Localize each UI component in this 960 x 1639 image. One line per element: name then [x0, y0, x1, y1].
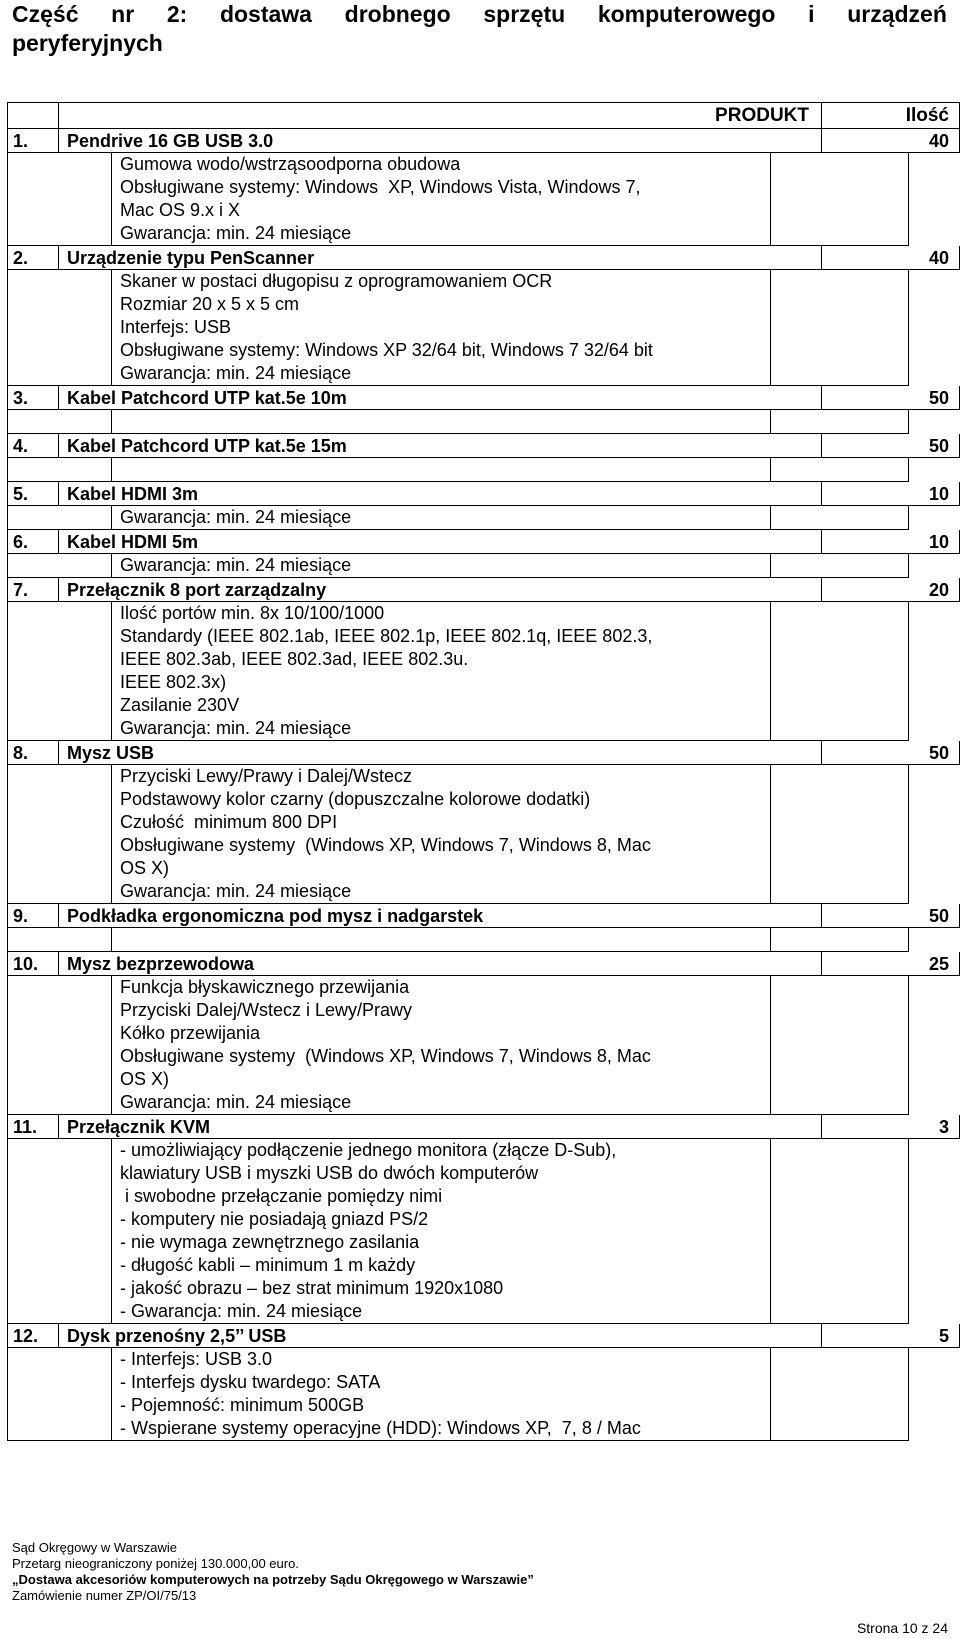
- details-spacer-cell: [8, 554, 112, 578]
- title-word: i: [808, 1, 815, 27]
- product-number: 10.: [8, 952, 59, 976]
- product-details: [112, 765, 771, 904]
- product-qty: 3: [822, 1115, 960, 1139]
- details-qty-cell: [771, 765, 909, 904]
- detail-line: Czułość minimum 800 DPI: [120, 812, 338, 832]
- header-num-cell: [8, 103, 59, 129]
- product-qty: 25: [822, 952, 960, 976]
- details-spacer-cell: [8, 506, 112, 530]
- details-spacer-cell: [8, 153, 112, 246]
- details-spacer-cell: [8, 458, 112, 482]
- product-details-row: [8, 153, 960, 246]
- detail-line: Przyciski Lewy/Prawy i Dalej/Wstecz: [120, 766, 413, 786]
- details-spacer-cell: [8, 765, 112, 904]
- product-name: Przełącznik 8 port zarządzalny: [59, 578, 822, 602]
- table-header-row: [8, 103, 960, 129]
- details-qty-cell: [771, 458, 909, 482]
- detail-line: Przyciski Dalej/Wstecz i Lewy/Prawy: [120, 1000, 413, 1020]
- product-details-row: [8, 976, 960, 1115]
- detail-line: - długość kabli – minimum 1 m każdy: [120, 1255, 416, 1275]
- product-number: 2.: [8, 246, 59, 270]
- product-number: 9.: [8, 904, 59, 928]
- product-details: [112, 1139, 771, 1324]
- product-name: Kabel Patchcord UTP kat.5e 10m: [59, 386, 822, 410]
- product-row: [8, 1324, 960, 1348]
- product-details-row: [8, 928, 960, 952]
- product-details: [112, 976, 771, 1115]
- details-qty-cell: [771, 1139, 909, 1324]
- product-details: [112, 458, 771, 482]
- product-name: Dysk przenośny 2,5’’ USB: [59, 1324, 822, 1348]
- footer-order-number: Zamówienie numer ZP/OI/75/13: [12, 1588, 197, 1603]
- title-line-2: peryferyjnych: [12, 30, 163, 56]
- product-details: [112, 506, 771, 530]
- details-spacer-cell: [8, 602, 112, 741]
- detail-line: Funkcja błyskawicznego przewijania: [120, 977, 410, 997]
- product-name: Kabel Patchcord UTP kat.5e 15m: [59, 434, 822, 458]
- header-qty: Ilość: [822, 103, 960, 129]
- product-row: [8, 578, 960, 602]
- details-qty-cell: [771, 506, 909, 530]
- detail-line: Mac OS 9.x i X: [120, 200, 241, 220]
- product-qty: 50: [822, 386, 960, 410]
- details-spacer-cell: [8, 976, 112, 1115]
- product-details-row: [8, 506, 960, 530]
- product-details-row: [8, 765, 960, 904]
- product-row: [8, 386, 960, 410]
- product-qty: 40: [822, 246, 960, 270]
- product-name: Mysz bezprzewodowa: [59, 952, 822, 976]
- detail-line: Interfejs: USB: [120, 317, 232, 337]
- footer-subject: „Dostawa akcesoriów komputerowych na potrzeby Sądu Okręgowego w Warszawie”: [12, 1572, 534, 1587]
- product-qty: 5: [822, 1324, 960, 1348]
- details-qty-cell: [771, 976, 909, 1115]
- product-table: [7, 102, 960, 1441]
- product-row: [8, 952, 960, 976]
- detail-line: Skaner w postaci długopisu z oprogramowaniem OCR: [120, 271, 553, 291]
- footer-court: Sąd Okręgowy w Warszawie: [12, 1540, 177, 1555]
- product-number: 1.: [8, 129, 59, 153]
- product-row: [8, 741, 960, 765]
- detail-line: Gwarancja: min. 24 miesiące: [120, 507, 352, 527]
- footer-tender: Przetarg nieograniczony poniżej 130.000,00 euro.: [12, 1556, 299, 1571]
- title-word: komputerowego: [597, 1, 776, 27]
- title-word: dostawa: [219, 1, 312, 27]
- title-word: nr: [111, 1, 135, 27]
- product-qty: 10: [822, 482, 960, 506]
- product-qty: 50: [822, 904, 960, 928]
- product-number: 3.: [8, 386, 59, 410]
- product-details-row: [8, 458, 960, 482]
- title-word: urządzeń: [847, 1, 947, 27]
- product-details-row: [8, 270, 960, 386]
- detail-line: - Gwarancja: min. 24 miesiące: [120, 1301, 363, 1321]
- page-number: Strona 10 z 24: [856, 1620, 948, 1636]
- detail-line: - umożliwiający podłączenie jednego monitora (złącze D-Sub),: [120, 1140, 617, 1160]
- product-row: [8, 482, 960, 506]
- product-name: Kabel HDMI 5m: [59, 530, 822, 554]
- product-number: 6.: [8, 530, 59, 554]
- details-spacer-cell: [8, 410, 112, 434]
- product-name: Przełącznik KVM: [59, 1115, 822, 1139]
- detail-line: Podstawowy kolor czarny (dopuszczalne kolorowe dodatki): [120, 789, 591, 809]
- product-qty: 10: [822, 530, 960, 554]
- product-number: 11.: [8, 1115, 59, 1139]
- product-details: [112, 602, 771, 741]
- detail-line: - Pojemność: minimum 500GB: [120, 1395, 365, 1415]
- product-number: 7.: [8, 578, 59, 602]
- details-qty-cell: [771, 554, 909, 578]
- detail-line: Zasilanie 230V: [120, 695, 240, 715]
- page-footer: [12, 1540, 534, 1604]
- product-name: Mysz USB: [59, 741, 822, 765]
- product-details-row: [8, 1139, 960, 1324]
- detail-line: Gwarancja: min. 24 miesiące: [120, 1092, 352, 1112]
- title-word: Część: [12, 1, 79, 27]
- detail-line: Rozmiar 20 x 5 x 5 cm: [120, 294, 300, 314]
- product-details: [112, 270, 771, 386]
- detail-line: Standardy (IEEE 802.1ab, IEEE 802.1p, IEEE 802.1q, IEEE 802.3,: [120, 626, 653, 646]
- product-row: [8, 530, 960, 554]
- detail-line: - Interfejs dysku twardego: SATA: [120, 1372, 381, 1392]
- detail-line: - nie wymaga zewnętrznego zasilania: [120, 1232, 420, 1252]
- title-word: 2:: [166, 1, 188, 27]
- detail-line: Gwarancja: min. 24 miesiące: [120, 555, 352, 575]
- detail-line: i swobodne przełączanie pomiędzy nimi: [120, 1186, 443, 1206]
- product-qty: 40: [822, 129, 960, 153]
- product-name: Kabel HDMI 3m: [59, 482, 822, 506]
- detail-line: - jakość obrazu – bez strat minimum 1920x1080: [120, 1278, 504, 1298]
- product-qty: 20: [822, 578, 960, 602]
- product-number: 12.: [8, 1324, 59, 1348]
- detail-line: Obsługiwane systemy: Windows XP 32/64 bit, Windows 7 32/64 bit: [120, 340, 653, 360]
- product-number: 8.: [8, 741, 59, 765]
- detail-line: OS X): [120, 1069, 170, 1089]
- product-name: Urządzenie typu PenScanner: [59, 246, 822, 270]
- product-details-row: [8, 410, 960, 434]
- detail-line: - Interfejs: USB 3.0: [120, 1349, 273, 1369]
- product-details: [112, 153, 771, 246]
- product-qty: 50: [822, 741, 960, 765]
- title-line-1: [12, 0, 947, 29]
- product-details-row: [8, 602, 960, 741]
- detail-line: Gumowa wodo/wstrząsoodporna obudowa: [120, 154, 461, 174]
- product-name: Podkładka ergonomiczna pod mysz i nadgarstek: [59, 904, 822, 928]
- product-row: [8, 129, 960, 153]
- detail-line: klawiatury USB i myszki USB do dwóch komputerów: [120, 1163, 539, 1183]
- details-qty-cell: [771, 270, 909, 386]
- details-qty-cell: [771, 602, 909, 741]
- details-qty-cell: [771, 410, 909, 434]
- product-details: [112, 554, 771, 578]
- product-qty: 50: [822, 434, 960, 458]
- detail-line: IEEE 802.3x): [120, 672, 227, 692]
- product-row: [8, 246, 960, 270]
- product-details: [112, 1348, 771, 1441]
- product-number: 5.: [8, 482, 59, 506]
- product-row: [8, 1115, 960, 1139]
- detail-line: - komputery nie posiadają gniazd PS/2: [120, 1209, 429, 1229]
- detail-line: Gwarancja: min. 24 miesiące: [120, 718, 352, 738]
- detail-line: IEEE 802.3ab, IEEE 802.3ad, IEEE 802.3u.: [120, 649, 469, 669]
- title-word: drobnego: [344, 1, 451, 27]
- title-word: sprzętu: [483, 1, 566, 27]
- detail-line: Gwarancja: min. 24 miesiące: [120, 881, 352, 901]
- header-product: PRODUKT: [59, 103, 822, 129]
- details-qty-cell: [771, 928, 909, 952]
- detail-line: Obsługiwane systemy (Windows XP, Windows 7, Windows 8, Mac: [120, 835, 651, 855]
- product-details: [112, 410, 771, 434]
- product-details: [112, 928, 771, 952]
- detail-line: Ilość portów min. 8x 10/100/1000: [120, 603, 385, 623]
- product-details-row: [8, 1348, 960, 1441]
- detail-line: Kółko przewijania: [120, 1023, 261, 1043]
- product-name: Pendrive 16 GB USB 3.0: [59, 129, 822, 153]
- details-spacer-cell: [8, 1139, 112, 1324]
- detail-line: Gwarancja: min. 24 miesiące: [120, 223, 352, 243]
- details-spacer-cell: [8, 270, 112, 386]
- detail-line: OS X): [120, 858, 170, 878]
- detail-line: - Wspierane systemy operacyjne (HDD): Windows XP, 7, 8 / Mac: [120, 1418, 641, 1438]
- product-number: 4.: [8, 434, 59, 458]
- detail-line: Obsługiwane systemy (Windows XP, Windows 7, Windows 8, Mac: [120, 1046, 651, 1066]
- details-qty-cell: [771, 153, 909, 246]
- details-spacer-cell: [8, 928, 112, 952]
- detail-line: Obsługiwane systemy: Windows XP, Windows Vista, Windows 7,: [120, 177, 641, 197]
- product-row: [8, 904, 960, 928]
- document-title: [12, 0, 947, 58]
- product-row: [8, 434, 960, 458]
- details-qty-cell: [771, 1348, 909, 1441]
- details-spacer-cell: [8, 1348, 112, 1441]
- product-details-row: [8, 554, 960, 578]
- detail-line: Gwarancja: min. 24 miesiące: [120, 363, 352, 383]
